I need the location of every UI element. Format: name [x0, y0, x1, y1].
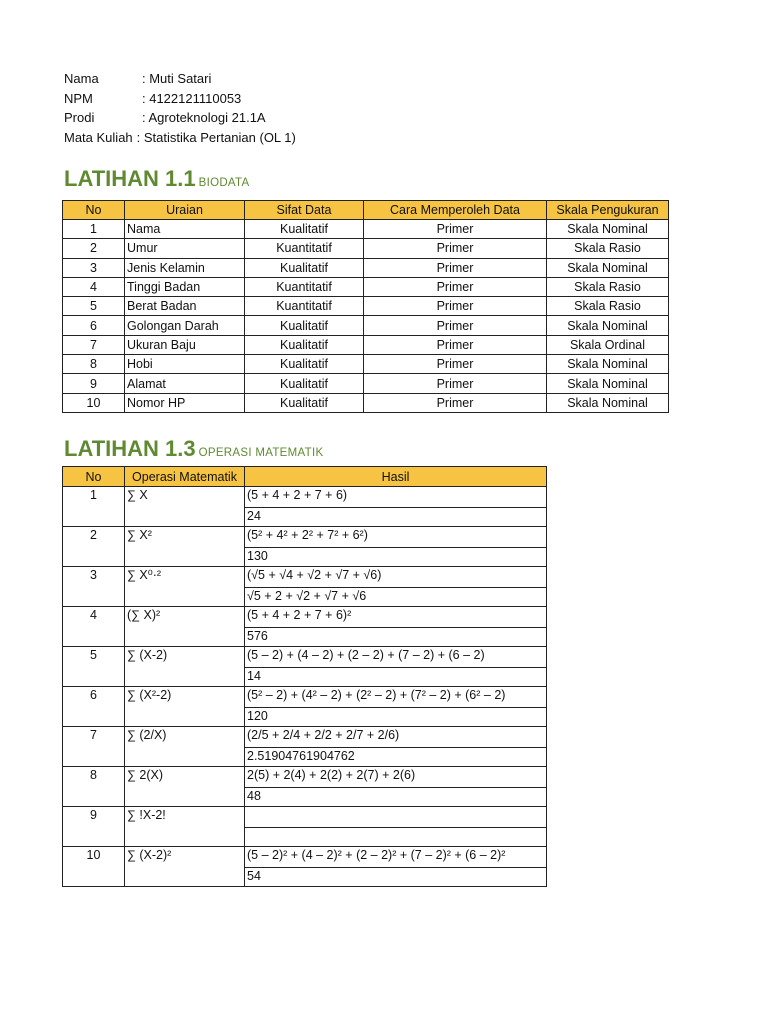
result-cell: 2.51904761904762	[245, 748, 547, 767]
table-cell: Skala Rasio	[547, 277, 669, 296]
table-cell: Kuantitatif	[245, 297, 364, 316]
table-cell: Kualitatif	[245, 316, 364, 335]
result-cell: 48	[245, 788, 547, 807]
table-cell: Golongan Darah	[125, 316, 245, 335]
row-number: 8	[63, 767, 125, 807]
row-number: 10	[63, 847, 125, 887]
table-row	[63, 220, 669, 239]
table-cell: 9	[63, 374, 125, 393]
table-row	[63, 847, 547, 868]
table-row	[63, 527, 547, 548]
table-cell: 6	[63, 316, 125, 335]
table-header-row	[63, 201, 669, 220]
operation-cell: ∑ (X-2)	[125, 647, 245, 687]
table-cell: Berat Badan	[125, 297, 245, 316]
table-row	[63, 239, 669, 258]
column-header: Hasil	[245, 467, 547, 487]
info-value: : 4122121110053	[142, 90, 242, 106]
info-row-prodi	[64, 108, 296, 128]
expression-cell: 2(5) + 2(4) + 2(2) + 2(7) + 2(6)	[245, 767, 547, 788]
table-header-row	[63, 467, 547, 487]
table-cell: 3	[63, 258, 125, 277]
operasi-matematik-table	[62, 466, 547, 887]
section-subtitle: OPERASI MATEMATIK	[198, 447, 324, 459]
info-value: : Muti Satari	[142, 71, 212, 86]
result-cell: 130	[245, 548, 547, 567]
table-row	[63, 647, 547, 668]
operation-cell: ∑ X²	[125, 527, 245, 567]
table-cell: 10	[63, 393, 125, 412]
biodata-table	[62, 200, 669, 413]
table-cell: Primer	[364, 393, 547, 412]
info-value: : Statistika Pertanian (OL 1)	[136, 129, 296, 145]
table-cell: Alamat	[125, 374, 245, 393]
result-cell: 54	[245, 868, 547, 887]
table-row	[63, 727, 547, 748]
table-cell: 1	[63, 220, 125, 239]
table-row	[63, 258, 669, 277]
table-cell: Skala Nominal	[547, 220, 669, 239]
result-cell: 14	[245, 668, 547, 687]
table-cell: Hobi	[125, 355, 245, 374]
operation-cell: ∑ (X²-2)	[125, 687, 245, 727]
section-title: LATIHAN 1.3	[64, 436, 196, 461]
result-cell: √5 + 2 + √2 + √7 + √6	[245, 588, 547, 607]
table-cell: Ukuran Baju	[125, 335, 245, 354]
table-row	[63, 316, 669, 335]
column-header: No	[63, 467, 125, 487]
table-cell: Skala Nominal	[547, 355, 669, 374]
table-row	[63, 687, 547, 708]
table-cell: Primer	[364, 239, 547, 258]
table-cell: 7	[63, 335, 125, 354]
info-value: : Agroteknologi 21.1A	[142, 110, 266, 125]
column-header: Uraian	[125, 201, 245, 220]
table-cell: Primer	[364, 258, 547, 277]
operation-cell: ∑ !X-2!	[125, 807, 245, 847]
column-header: Skala Pengukuran	[547, 201, 669, 220]
table-cell: Primer	[364, 374, 547, 393]
row-number: 5	[63, 647, 125, 687]
expression-cell: (5 + 4 + 2 + 7 + 6)	[245, 487, 547, 508]
row-number: 4	[63, 607, 125, 647]
table-cell: Primer	[364, 355, 547, 374]
table-cell: Primer	[364, 277, 547, 296]
table-cell: Nomor HP	[125, 393, 245, 412]
section-subtitle: BIODATA	[198, 177, 250, 189]
table-row	[63, 487, 547, 508]
row-number: 2	[63, 527, 125, 567]
table-row	[63, 767, 547, 788]
info-label: NPM	[64, 90, 93, 106]
column-header: Operasi Matematik	[125, 467, 245, 487]
student-info	[64, 69, 296, 147]
info-row-mata-kuliah	[64, 128, 296, 148]
info-label: Nama	[64, 71, 99, 86]
expression-cell: (5 – 2) + (4 – 2) + (2 – 2) + (7 – 2) + (6 – 2)	[245, 647, 547, 668]
column-header: Cara Memperoleh Data	[364, 201, 547, 220]
table-cell: 8	[63, 355, 125, 374]
table-cell: Jenis Kelamin	[125, 258, 245, 277]
table-cell: Kualitatif	[245, 374, 364, 393]
info-row-nama	[64, 69, 296, 89]
result-cell	[245, 828, 547, 847]
table-row	[63, 374, 669, 393]
expression-cell: (√5 + √4 + √2 + √7 + √6)	[245, 567, 547, 588]
expression-cell: (5² – 2) + (4² – 2) + (2² – 2) + (7² – 2) + (6² – 2)	[245, 687, 547, 708]
table-cell: Skala Nominal	[547, 393, 669, 412]
table-cell: 5	[63, 297, 125, 316]
table-row	[63, 355, 669, 374]
expression-cell: (5² + 4² + 2² + 7² + 6²)	[245, 527, 547, 548]
table-cell: Skala Rasio	[547, 239, 669, 258]
table-cell: Umur	[125, 239, 245, 258]
table-cell: Primer	[364, 335, 547, 354]
table-row	[63, 297, 669, 316]
result-cell: 576	[245, 628, 547, 647]
table-cell: Kualitatif	[245, 355, 364, 374]
expression-cell: (5 + 4 + 2 + 7 + 6)²	[245, 607, 547, 628]
table-row	[63, 607, 547, 628]
column-header: Sifat Data	[245, 201, 364, 220]
operation-cell: ∑ X	[125, 487, 245, 527]
row-number: 6	[63, 687, 125, 727]
section-heading-latihan-1-1	[64, 166, 249, 192]
expression-cell: (5 – 2)² + (4 – 2)² + (2 – 2)² + (7 – 2)² + (6 – 2)²	[245, 847, 547, 868]
table-cell: Skala Nominal	[547, 316, 669, 335]
expression-cell: (2/5 + 2/4 + 2/2 + 2/7 + 2/6)	[245, 727, 547, 748]
table-cell: Kualitatif	[245, 220, 364, 239]
row-number: 1	[63, 487, 125, 527]
row-number: 7	[63, 727, 125, 767]
table-row	[63, 277, 669, 296]
table-cell: Kualitatif	[245, 258, 364, 277]
table-cell: Primer	[364, 316, 547, 335]
section-heading-latihan-1-3	[64, 436, 323, 462]
operation-cell: ∑ X⁰·²	[125, 567, 245, 607]
table-cell: Primer	[364, 220, 547, 239]
table-cell: Skala Nominal	[547, 374, 669, 393]
operation-cell: ∑ (2/X)	[125, 727, 245, 767]
table-cell: Skala Ordinal	[547, 335, 669, 354]
result-cell: 24	[245, 508, 547, 527]
row-number: 9	[63, 807, 125, 847]
table-cell: Skala Nominal	[547, 258, 669, 277]
table-cell: Kualitatif	[245, 335, 364, 354]
table-cell: Primer	[364, 297, 547, 316]
result-cell: 120	[245, 708, 547, 727]
section-title: LATIHAN 1.1	[64, 166, 196, 191]
table-cell: Kuantitatif	[245, 277, 364, 296]
operation-cell: ∑ 2(X)	[125, 767, 245, 807]
table-cell: 4	[63, 277, 125, 296]
operation-cell: (∑ X)²	[125, 607, 245, 647]
table-row	[63, 567, 547, 588]
info-label: Prodi	[64, 110, 95, 125]
info-label: Mata Kuliah	[64, 129, 133, 145]
table-row	[63, 807, 547, 828]
expression-cell	[245, 807, 547, 828]
table-cell: Nama	[125, 220, 245, 239]
table-cell: Tinggi Badan	[125, 277, 245, 296]
table-cell: Skala Rasio	[547, 297, 669, 316]
operation-cell: ∑ (X-2)²	[125, 847, 245, 887]
table-row	[63, 335, 669, 354]
row-number: 3	[63, 567, 125, 607]
column-header: No	[63, 201, 125, 220]
table-cell: Kuantitatif	[245, 239, 364, 258]
table-cell: 2	[63, 239, 125, 258]
table-cell: Kualitatif	[245, 393, 364, 412]
info-row-npm	[64, 89, 296, 109]
table-row	[63, 393, 669, 412]
